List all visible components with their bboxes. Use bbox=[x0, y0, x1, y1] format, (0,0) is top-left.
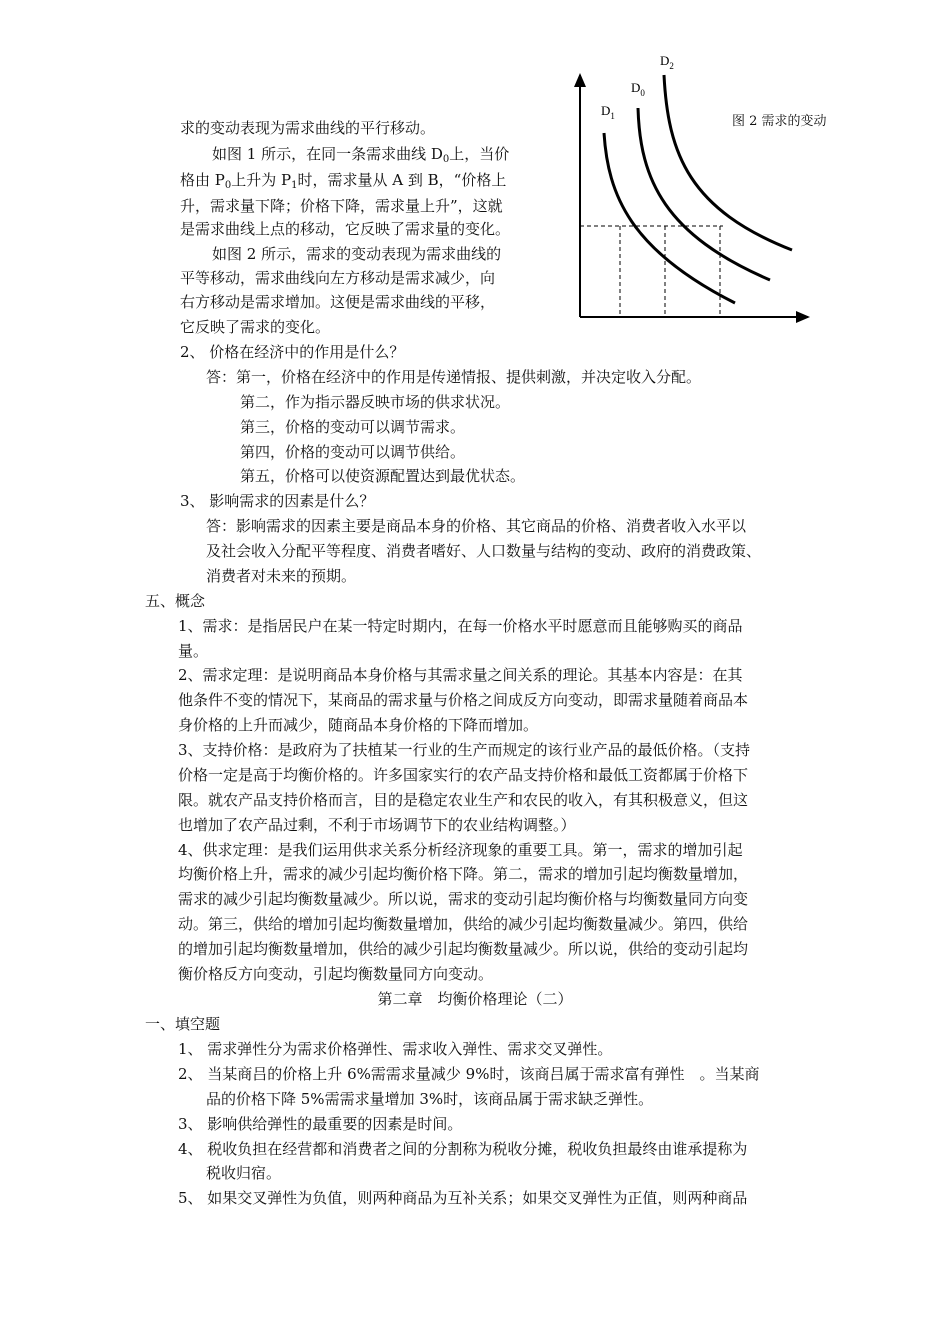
intro-line-5: 是需求曲线上点的移动，它反映了需求量的变化。 bbox=[180, 220, 511, 238]
intro-line-7: 平等移动，需求曲线向左方移动是需求减少，向 bbox=[180, 269, 496, 287]
x-axis-arrow bbox=[796, 311, 810, 323]
fill-item-4-line-1: 4、 税收负担在经营都和消费者之间的分割称为税收分摊，税收负担最终由谁承提称为 bbox=[178, 1140, 748, 1158]
concept4-line-1: 4、供求定理：是我们运用供求关系分析经济现象的重要工具。第一，需求的增加引起 bbox=[178, 841, 743, 859]
concept3-line-4: 也增加了农产品过剩，不利于市场调节下的农业结构调整。） bbox=[178, 816, 576, 834]
concept2-line-2: 他条件不变的情况下，某商品的需求量与价格之间成反方向变动，即需求量随着商品本 bbox=[178, 691, 749, 709]
concept1-line-2: 量。 bbox=[178, 642, 209, 660]
fill-item-1: 1、 需求弹性分为需求价格弹性、需求收入弹性、需求交叉弹性。 bbox=[178, 1040, 613, 1058]
concept4-line-5: 的增加引起均衡数量增加，供给的减少引起均衡数量减少。所以说，供给的变动引起均 bbox=[178, 940, 749, 958]
fill-blank-heading: 一、填空题 bbox=[145, 1015, 221, 1033]
fill-item-2-line-1: 2、 当某商吕的价格上升 6%需需求量减少 9%时，该商吕属于需求富有弹性 。当某商 bbox=[178, 1065, 760, 1083]
fill-item-4-line-2: 税收归宿。 bbox=[206, 1164, 282, 1182]
curve-label-d1: $D_1$ bbox=[601, 103, 615, 121]
fill-item-2-line-2: 品的价格下降 5%需需求量增加 3%时，该商品属于需求缺乏弹性。 bbox=[206, 1090, 654, 1108]
intro-line-9: 它反映了需求的变化。 bbox=[180, 318, 331, 336]
q2-answer-5: 第五，价格可以使资源配置达到最优状态。 bbox=[240, 467, 526, 485]
fill-item-3: 3、 影响供给弹性的最重要的因素是时间。 bbox=[178, 1115, 463, 1133]
demand-shift-chart bbox=[560, 45, 850, 335]
curve-label-d2: $D_2$ bbox=[660, 53, 674, 71]
concept3-line-3: 限。就农产品支持价格而言，目的是稳定农业生产和农民的收入，有其积极意义，但这 bbox=[178, 791, 749, 809]
q3-answer-2: 及社会收入分配平等程度、消费者嗜好、人口数量与结构的变动、政府的消费政策、 bbox=[206, 542, 762, 560]
q3-answer-1: 答：影响需求的因素主要是商品本身的价格、其它商品的价格、消费者收入水平以 bbox=[206, 517, 747, 535]
demand-shift-figure bbox=[560, 45, 850, 335]
concept4-line-6: 衡价格反方向变动，引起均衡数量同方向变动。 bbox=[178, 965, 494, 983]
concept3-line-2: 价格一定是高于均衡价格的。许多国家实行的农产品支持价格和最低工资都属于价格下 bbox=[178, 766, 749, 784]
q3-question: 3、 影响需求的因素是什么？ bbox=[180, 492, 375, 510]
intro-line-6: 如图 2 所示，需求的变动表现为需求曲线的 bbox=[212, 245, 502, 263]
q2-answer-3: 第三，价格的变动可以调节需求。 bbox=[240, 418, 466, 436]
curve-label-d0: $D_0$ bbox=[631, 80, 645, 98]
q3-answer-3: 消费者对未来的预期。 bbox=[206, 567, 357, 585]
figure-caption: 图 2 需求的变动 bbox=[732, 114, 827, 129]
q2-question: 2、 价格在经济中的作用是什么？ bbox=[180, 343, 405, 361]
demand-curve-d1 bbox=[604, 133, 735, 303]
concept2-line-1: 2、需求定理：是说明商品本身价格与其需求量之间关系的理论。其基本内容是：在其 bbox=[178, 666, 743, 684]
intro-line-2: 如图 1 所示，在同一条需求曲线 $D_0$上，当价 bbox=[212, 145, 510, 165]
concept3-line-1: 3、支持价格：是政府为了扶植某一行业的生产而规定的该行业产品的最低价格。（支持 bbox=[178, 741, 751, 759]
y-axis-arrow bbox=[574, 73, 586, 87]
concept4-line-4: 动。第三，供给的增加引起均衡数量增加，供给的减少引起均衡数量减少。第四，供给 bbox=[178, 915, 749, 933]
fill-item-5-line-1: 5、 如果交叉弹性为负值，则两种商品为互补关系；如果交叉弹性为正值，则两种商品 bbox=[178, 1189, 748, 1207]
concept4-line-3: 需求的减少引起均衡数量减少。所以说，需求的变动引起均衡价格与均衡数量同方向变 bbox=[178, 890, 749, 908]
q2-answer-1: 答：第一，价格在经济中的作用是传递情报、提供刺激，并决定收入分配。 bbox=[206, 368, 702, 386]
intro-line-8: 右方移动是需求增加。这便是需求曲线的平移， bbox=[180, 293, 496, 311]
q2-answer-4: 第四，价格的变动可以调节供给。 bbox=[240, 443, 466, 461]
concept2-line-3: 身价格的上升而减少，随商品本身价格的下降而增加。 bbox=[178, 716, 539, 734]
intro-line-1: 求的变动表现为需求曲线的平行移动。 bbox=[180, 119, 436, 137]
chapter2-title: 第二章 均衡价格理论（二） bbox=[377, 990, 573, 1008]
concept1-line-1: 1、需求：是指居民户在某一特定时期内，在每一价格水平时愿意而且能够购买的商品 bbox=[178, 617, 743, 635]
intro-line-3: 格由 $P_0$上升为 $P_1$时，需求量从 A 到 B，“价格上 bbox=[180, 171, 507, 191]
concept4-line-2: 均衡价格上升，需求的减少引起均衡价格下降。第二，需求的增加引起均衡数量增加， bbox=[178, 865, 749, 883]
q2-answer-2: 第二，作为指示器反映市场的供求状况。 bbox=[240, 393, 511, 411]
section5-heading: 五、概念 bbox=[145, 592, 206, 610]
intro-line-4: 升，需求量下降；价格下降，需求量上升”，这就 bbox=[180, 197, 503, 215]
